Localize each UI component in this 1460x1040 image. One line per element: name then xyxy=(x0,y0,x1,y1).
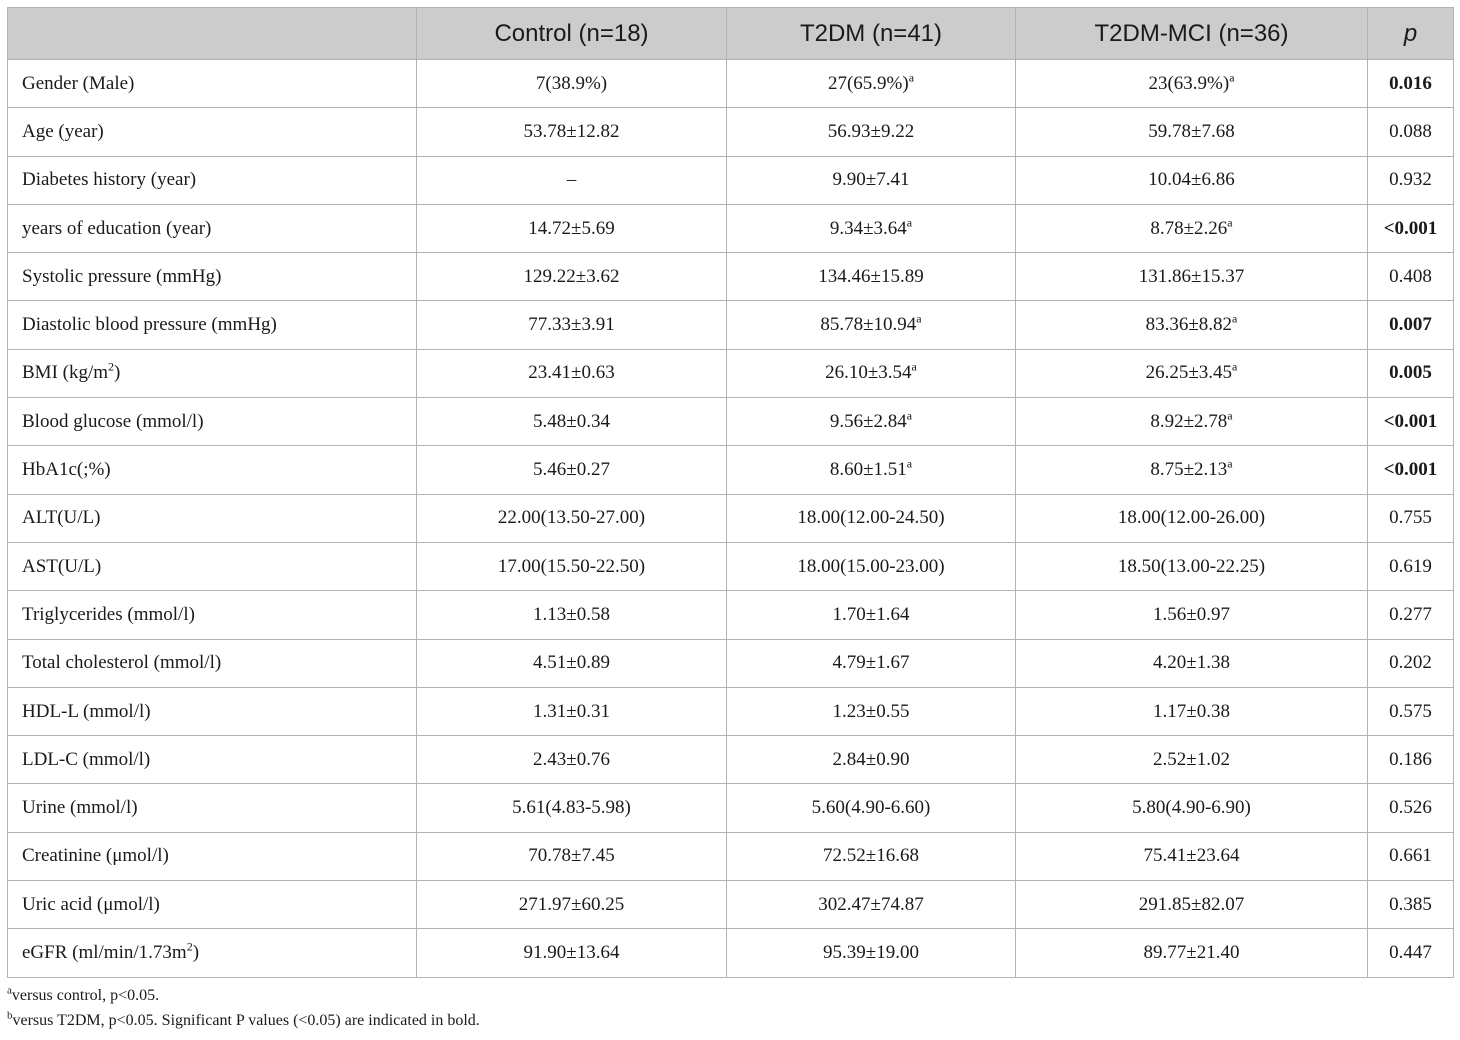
cell-control xyxy=(417,301,727,349)
table-row xyxy=(8,398,1454,446)
row-label xyxy=(8,639,417,687)
cell-t2dm-mci xyxy=(1016,349,1368,397)
cell-control xyxy=(417,784,727,832)
cell-p-value: 0.661 xyxy=(1368,832,1454,880)
row-label-text: Creatinine (μmol/l) xyxy=(22,845,169,867)
cell-t2dm-mci-value: 83.36±8.82 xyxy=(1145,314,1233,336)
cell-t2dm-mci-marker: a xyxy=(1227,215,1233,230)
cell-t2dm xyxy=(727,204,1016,252)
cell-t2dm-mci xyxy=(1016,446,1368,494)
table-row xyxy=(8,253,1454,301)
row-label xyxy=(8,784,417,832)
cell-control xyxy=(417,881,727,929)
cell-t2dm-value: 302.47±74.87 xyxy=(818,893,924,915)
cell-control xyxy=(417,60,727,108)
cell-t2dm-mci xyxy=(1016,494,1368,542)
table-row xyxy=(8,60,1454,108)
cell-t2dm-mci xyxy=(1016,929,1368,977)
cell-t2dm-mci xyxy=(1016,784,1368,832)
cell-t2dm xyxy=(727,398,1016,446)
cell-t2dm-marker: a xyxy=(911,360,917,375)
row-label xyxy=(8,108,417,156)
cell-t2dm-mci-value: 8.78±2.26 xyxy=(1150,217,1228,239)
cell-t2dm-value: 26.10±3.54 xyxy=(825,362,912,384)
cell-control xyxy=(417,156,727,204)
header-cell-t2dm-mci: T2DM-MCI (n=36) xyxy=(1016,8,1368,60)
cell-t2dm-mci-value: 1.17±0.38 xyxy=(1153,700,1230,722)
row-label xyxy=(8,881,417,929)
cell-t2dm-mci-value: 89.77±21.40 xyxy=(1143,941,1240,963)
cell-control xyxy=(417,398,727,446)
cell-control-value: 129.22±3.62 xyxy=(523,265,620,287)
row-label-text: BMI (kg/m xyxy=(22,362,109,384)
cell-control xyxy=(417,639,727,687)
footnote-b-text: versus T2DM, p<0.05. Significant P values (<0.05) are indicated in bold. xyxy=(12,1011,480,1029)
cell-control-value: 22.00(13.50-27.00) xyxy=(497,507,646,529)
cell-p-value: 0.447 xyxy=(1368,929,1454,977)
cell-t2dm-value: 134.46±15.89 xyxy=(818,265,924,287)
cell-t2dm-value: 72.52±16.68 xyxy=(823,845,919,867)
cell-t2dm-mci-value: 131.86±15.37 xyxy=(1138,265,1245,287)
row-label-text: Total cholesterol (mmol/l) xyxy=(22,652,222,674)
cell-p-value: <0.001 xyxy=(1368,204,1454,252)
cell-p-value: <0.001 xyxy=(1368,446,1454,494)
cell-t2dm-mci xyxy=(1016,881,1368,929)
cell-t2dm xyxy=(727,542,1016,590)
row-label-text: HbA1c(;%) xyxy=(22,459,111,481)
cell-t2dm-mci xyxy=(1016,639,1368,687)
cell-t2dm-mci-value: 1.56±0.97 xyxy=(1153,603,1230,625)
table-header-row xyxy=(8,8,1454,60)
footnote-a xyxy=(7,984,1453,1005)
row-label xyxy=(8,349,417,397)
row-label xyxy=(8,736,417,784)
cell-t2dm xyxy=(727,687,1016,735)
row-label xyxy=(8,687,417,735)
cell-p-value: 0.277 xyxy=(1368,591,1454,639)
cell-control xyxy=(417,446,727,494)
cell-t2dm-mci xyxy=(1016,204,1368,252)
cell-t2dm-mci-value: 75.41±23.64 xyxy=(1143,845,1240,867)
cell-t2dm-mci-value: 18.00(12.00-26.00) xyxy=(1117,507,1266,529)
cell-t2dm xyxy=(727,156,1016,204)
characteristics-table xyxy=(7,7,1454,978)
table-row xyxy=(8,639,1454,687)
row-label xyxy=(8,929,417,977)
row-label xyxy=(8,494,417,542)
cell-control-value: 53.78±12.82 xyxy=(523,120,620,142)
cell-p-value: 0.202 xyxy=(1368,639,1454,687)
cell-t2dm xyxy=(727,832,1016,880)
row-label-text: LDL-C (mmol/l) xyxy=(22,748,151,770)
cell-t2dm-mci-value: 8.75±2.13 xyxy=(1150,459,1228,481)
cell-control xyxy=(417,349,727,397)
header-cell-control: Control (n=18) xyxy=(417,8,727,60)
cell-t2dm-mci-value: 10.04±6.86 xyxy=(1148,169,1235,191)
table-row xyxy=(8,881,1454,929)
cell-control xyxy=(417,832,727,880)
cell-t2dm-mci-value: 26.25±3.45 xyxy=(1145,362,1233,384)
cell-t2dm-value: 9.90±7.41 xyxy=(832,169,910,191)
row-label-end: ) xyxy=(114,362,121,384)
cell-p-value: <0.001 xyxy=(1368,398,1454,446)
table-body xyxy=(8,60,1454,978)
cell-t2dm-value: 95.39±19.00 xyxy=(823,941,919,963)
cell-control xyxy=(417,494,727,542)
table-row xyxy=(8,301,1454,349)
row-label-superscript: 2 xyxy=(108,360,115,375)
row-label-text: eGFR (ml/min/1.73m xyxy=(22,941,187,963)
cell-p-value: 0.007 xyxy=(1368,301,1454,349)
cell-control-value: 7(38.9%) xyxy=(535,72,608,94)
cell-t2dm-value: 27(65.9%) xyxy=(827,72,909,94)
row-label xyxy=(8,591,417,639)
row-label-text: Diastolic blood pressure (mmHg) xyxy=(22,314,277,336)
cell-t2dm-mci-marker: a xyxy=(1229,70,1235,85)
cell-t2dm-mci xyxy=(1016,832,1368,880)
header-cell-t2dm: T2DM (n=41) xyxy=(727,8,1016,60)
cell-t2dm-marker: a xyxy=(906,456,913,471)
cell-p-value: 0.016 xyxy=(1368,60,1454,108)
table-row xyxy=(8,687,1454,735)
cell-control-value: 4.51±0.89 xyxy=(533,652,610,674)
cell-t2dm-value: 85.78±10.94 xyxy=(820,314,917,336)
cell-t2dm-mci xyxy=(1016,736,1368,784)
cell-t2dm-mci-value: 8.92±2.78 xyxy=(1150,410,1228,432)
row-label xyxy=(8,301,417,349)
cell-p-value: 0.186 xyxy=(1368,736,1454,784)
cell-t2dm xyxy=(727,494,1016,542)
row-label xyxy=(8,204,417,252)
cell-t2dm-mci-value: 4.20±1.38 xyxy=(1153,652,1230,674)
cell-t2dm-mci xyxy=(1016,542,1368,590)
table-row xyxy=(8,591,1454,639)
cell-control xyxy=(417,591,727,639)
table-row xyxy=(8,784,1454,832)
row-label-text: ALT(U/L) xyxy=(22,507,101,529)
cell-t2dm xyxy=(727,349,1016,397)
cell-t2dm xyxy=(727,591,1016,639)
cell-control xyxy=(417,204,727,252)
cell-control-value: 5.48±0.34 xyxy=(533,410,610,432)
cell-t2dm xyxy=(727,929,1016,977)
cell-p-value: 0.755 xyxy=(1368,494,1454,542)
cell-control xyxy=(417,108,727,156)
row-label-text: years of education (year) xyxy=(22,217,212,239)
table-row xyxy=(8,446,1454,494)
cell-p-value: 0.408 xyxy=(1368,253,1454,301)
cell-control-value: 91.90±13.64 xyxy=(523,941,620,963)
cell-t2dm-value: 1.23±0.55 xyxy=(832,700,910,722)
table-row xyxy=(8,349,1454,397)
row-label-text: Systolic pressure (mmHg) xyxy=(22,265,222,287)
cell-t2dm-marker: a xyxy=(906,215,913,230)
cell-t2dm-mci-value: 23(63.9%) xyxy=(1148,72,1230,94)
table-row xyxy=(8,494,1454,542)
cell-t2dm xyxy=(727,301,1016,349)
row-label-text: Age (year) xyxy=(22,120,104,142)
cell-t2dm-mci xyxy=(1016,301,1368,349)
cell-t2dm-mci xyxy=(1016,253,1368,301)
cell-t2dm xyxy=(727,784,1016,832)
cell-t2dm-mci-marker: a xyxy=(1232,360,1238,375)
table-row xyxy=(8,929,1454,977)
footnote-b-marker: b xyxy=(7,1009,13,1022)
header-cell-label xyxy=(8,8,417,60)
cell-t2dm-mci xyxy=(1016,108,1368,156)
cell-t2dm-value: 18.00(12.00-24.50) xyxy=(797,507,945,529)
cell-t2dm-value: 18.00(15.00-23.00) xyxy=(797,555,945,577)
table-row xyxy=(8,108,1454,156)
row-label xyxy=(8,156,417,204)
cell-control-value: 5.46±0.27 xyxy=(533,459,610,481)
cell-t2dm xyxy=(727,881,1016,929)
cell-control-value: 1.31±0.31 xyxy=(533,700,610,722)
cell-t2dm-mci xyxy=(1016,156,1368,204)
cell-t2dm-marker: a xyxy=(906,408,913,423)
cell-t2dm xyxy=(727,446,1016,494)
cell-t2dm-marker: a xyxy=(908,70,915,85)
row-label-text: Gender (Male) xyxy=(22,72,135,94)
table-row xyxy=(8,542,1454,590)
cell-t2dm-value: 9.34±3.64 xyxy=(829,217,907,239)
footnotes xyxy=(7,984,1453,1030)
cell-t2dm-mci xyxy=(1016,60,1368,108)
row-label xyxy=(8,253,417,301)
cell-control-value: 17.00(15.50-22.50) xyxy=(497,555,646,577)
cell-p-value: 0.088 xyxy=(1368,108,1454,156)
table-row xyxy=(8,832,1454,880)
cell-control xyxy=(417,542,727,590)
cell-t2dm-mci xyxy=(1016,398,1368,446)
row-label xyxy=(8,832,417,880)
cell-p-value: 0.619 xyxy=(1368,542,1454,590)
cell-control-value: 14.72±5.69 xyxy=(528,217,615,239)
row-label-text: Diabetes history (year) xyxy=(22,169,197,191)
cell-control-value: 77.33±3.91 xyxy=(528,314,615,336)
row-label xyxy=(8,398,417,446)
cell-p-value: 0.005 xyxy=(1368,349,1454,397)
row-label-superscript: 2 xyxy=(186,939,193,954)
cell-t2dm-mci-marker: a xyxy=(1227,456,1233,471)
cell-control-value: 5.61(4.83-5.98) xyxy=(512,797,631,819)
footnote-a-marker: a xyxy=(7,984,12,997)
table-row xyxy=(8,156,1454,204)
cell-p-value: 0.932 xyxy=(1368,156,1454,204)
cell-t2dm-value: 8.60±1.51 xyxy=(829,459,907,481)
cell-t2dm xyxy=(727,108,1016,156)
cell-control-value: 2.43±0.76 xyxy=(533,748,610,770)
cell-t2dm-marker: a xyxy=(916,311,922,326)
row-label xyxy=(8,446,417,494)
cell-control-value: – xyxy=(566,169,577,191)
cell-control xyxy=(417,929,727,977)
table-row xyxy=(8,736,1454,784)
cell-t2dm xyxy=(727,639,1016,687)
cell-control-value: 23.41±0.63 xyxy=(528,362,615,384)
footnote-a-text: versus control, p<0.05. xyxy=(11,986,160,1004)
row-label-text: Triglycerides (mmol/l) xyxy=(22,603,195,625)
cell-t2dm xyxy=(727,736,1016,784)
row-label-end: ) xyxy=(192,941,200,963)
row-label xyxy=(8,542,417,590)
footnote-b xyxy=(7,1009,1453,1030)
cell-t2dm-mci-value: 291.85±82.07 xyxy=(1138,893,1245,915)
header-cell-p: p xyxy=(1368,8,1454,60)
row-label xyxy=(8,60,417,108)
cell-t2dm-mci-marker: a xyxy=(1232,311,1238,326)
cell-p-value: 0.385 xyxy=(1368,881,1454,929)
cell-t2dm-mci-marker: a xyxy=(1227,408,1233,423)
cell-t2dm-value: 56.93±9.22 xyxy=(827,120,915,142)
cell-t2dm-mci xyxy=(1016,591,1368,639)
row-label-text: Blood glucose (mmol/l) xyxy=(22,410,204,432)
cell-control-value: 1.13±0.58 xyxy=(533,603,610,625)
row-label-text: Uric acid (μmol/l) xyxy=(22,893,160,915)
table-row xyxy=(8,204,1454,252)
cell-control-value: 271.97±60.25 xyxy=(518,893,625,915)
cell-t2dm xyxy=(727,60,1016,108)
cell-t2dm-value: 9.56±2.84 xyxy=(829,410,907,432)
cell-t2dm-value: 4.79±1.67 xyxy=(832,652,910,674)
cell-control-value: 70.78±7.45 xyxy=(528,845,615,867)
cell-t2dm xyxy=(727,253,1016,301)
cell-t2dm-value: 2.84±0.90 xyxy=(832,748,910,770)
row-label-text: AST(U/L) xyxy=(22,555,102,577)
cell-t2dm-mci xyxy=(1016,687,1368,735)
cell-t2dm-value: 5.60(4.90-6.60) xyxy=(811,797,931,819)
cell-p-value: 0.575 xyxy=(1368,687,1454,735)
cell-control xyxy=(417,736,727,784)
cell-t2dm-mci-value: 18.50(13.00-22.25) xyxy=(1117,555,1266,577)
cell-p-value: 0.526 xyxy=(1368,784,1454,832)
cell-t2dm-mci-value: 5.80(4.90-6.90) xyxy=(1132,797,1251,819)
cell-t2dm-mci-value: 59.78±7.68 xyxy=(1148,120,1235,142)
row-label-text: HDL-L (mmol/l) xyxy=(22,700,151,722)
row-label-text: Urine (mmol/l) xyxy=(22,797,138,819)
cell-control xyxy=(417,687,727,735)
document xyxy=(7,7,1453,1030)
cell-control xyxy=(417,253,727,301)
cell-t2dm-mci-value: 2.52±1.02 xyxy=(1153,748,1230,770)
cell-t2dm-value: 1.70±1.64 xyxy=(832,603,910,625)
